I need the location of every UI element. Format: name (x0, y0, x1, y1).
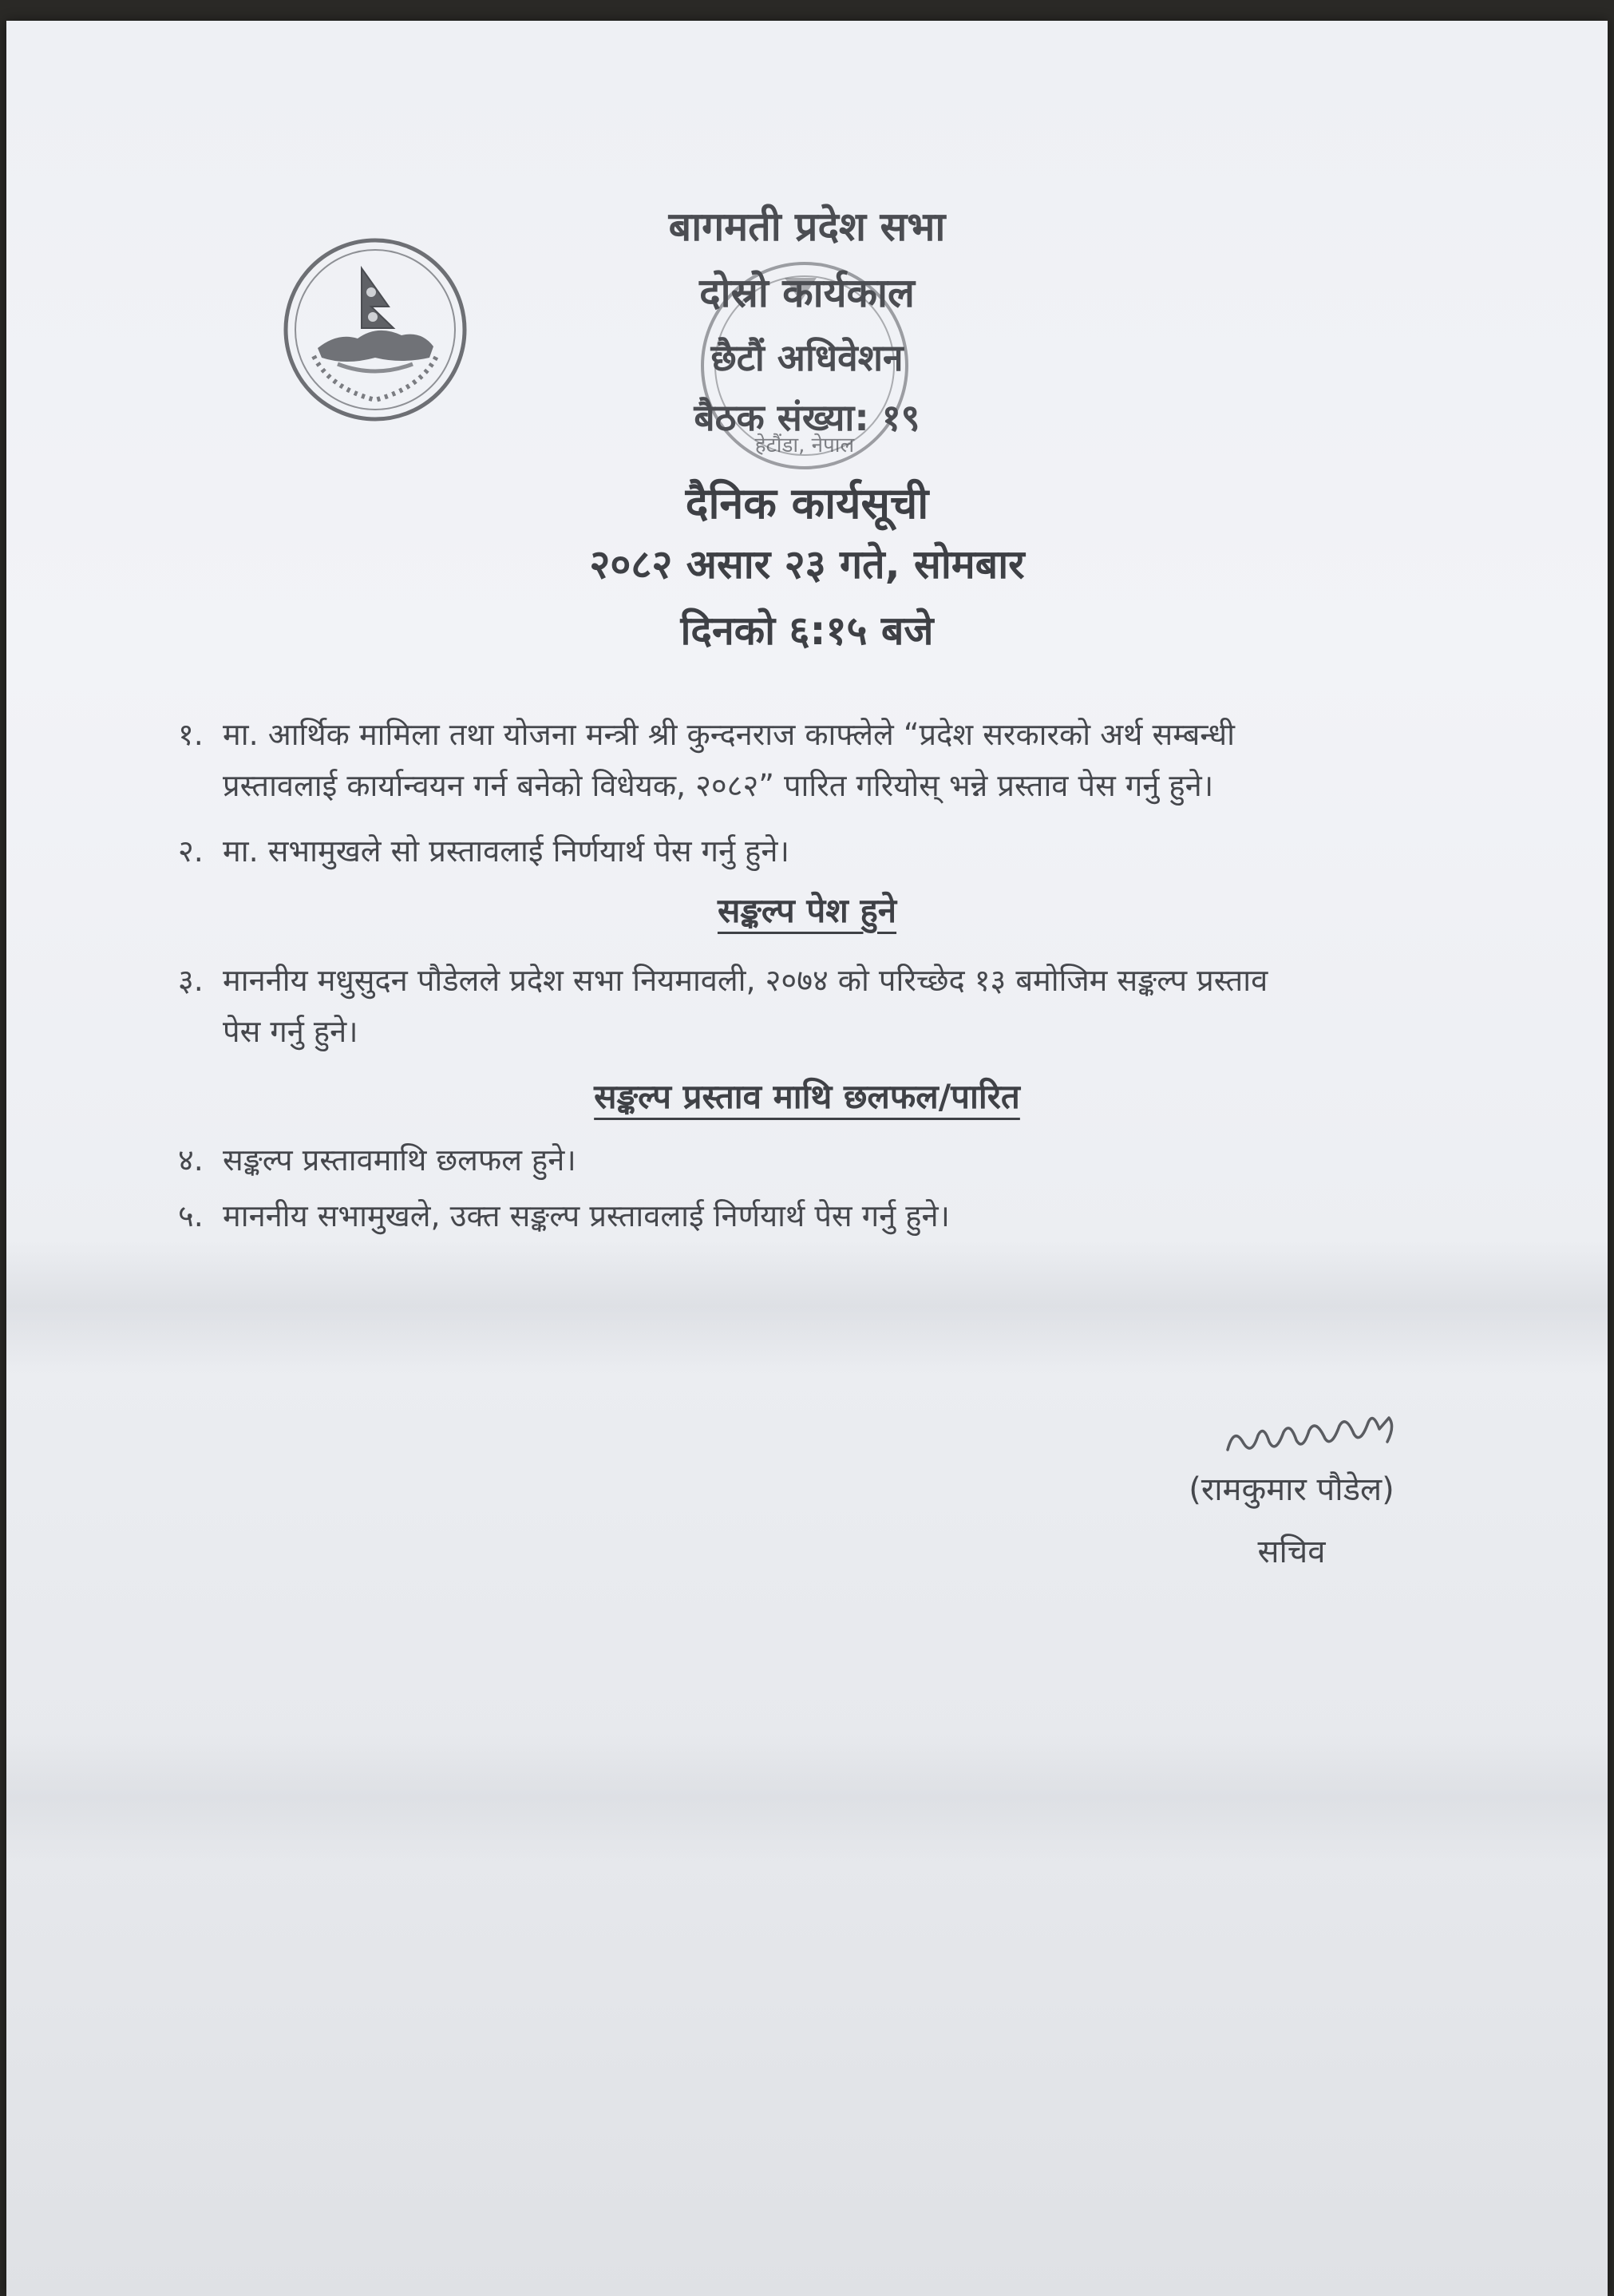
item-text: मा. सभामुखले सो प्रस्तावलाई निर्णयार्थ पेस गर्नु हुने। (223, 833, 789, 869)
signatory-name: (रामकुमार पौडेल) (1189, 1471, 1394, 1508)
agenda-item-5 (178, 1190, 950, 1241)
section-heading-text: सङ्कल्प प्रस्ताव माथि छलफल/पारित (594, 1077, 1020, 1116)
term-label: दोस्रो कार्यकाल (699, 270, 915, 316)
section-heading-resolution (6, 887, 1608, 932)
agenda-item-4 (178, 1134, 576, 1186)
item-number: ५. (178, 1198, 204, 1233)
section-heading-text: सङ्कल्प पेश हुने (717, 891, 897, 930)
item-number: ३. (178, 963, 204, 998)
session-label: छैटौं अधिवेशन (710, 336, 904, 379)
meeting-time: दिनको ६:१५ बजे (680, 608, 934, 654)
item-text-continued: प्रस्तावलाई कार्यान्वयन गर्न बनेको विधेयक, २०८२” पारित गरियोस् भन्ने प्रस्ताव पेस गर्नु हुने। (223, 768, 1214, 803)
item-text: माननीय सभामुखले, उक्त सङ्कल्प प्रस्तावलाई निर्णयार्थ पेस गर्नु हुने। (223, 1198, 950, 1233)
paper-fold (6, 1733, 1608, 1861)
signatory-title: सचिव (1257, 1534, 1326, 1570)
item-text: मा. आर्थिक मामिला तथा योजना मन्त्री श्री कुन्दनराज काफ्लेले “प्रदेश सरकारको अर्थ सम्बन्धी (223, 717, 1236, 752)
section-heading-discussion (6, 1073, 1608, 1118)
agenda-item-2 (178, 825, 789, 877)
paper-fold (6, 1238, 1608, 1374)
item-number: २. (178, 833, 204, 869)
assembly-name: बागमती प्रदेश सभा (668, 204, 946, 250)
item-number: ४. (178, 1142, 204, 1178)
item-text-continued: पेस गर्नु हुने। (223, 1014, 358, 1049)
item-number: १. (178, 717, 204, 752)
signature-icon (1220, 1394, 1403, 1466)
document-sheet (6, 21, 1608, 2296)
agenda-item-1 (178, 709, 1235, 811)
meeting-date: २०८२ असार २३ गते, सोमबार (589, 541, 1025, 588)
item-text: माननीय मधुसुदन पौडेलले प्रदेश सभा नियमावली, २०७४ को परिच्छेद १३ बमोजिम सङ्कल्प प्रस्ताव (223, 963, 1268, 998)
agenda-item-3 (178, 955, 1268, 1057)
page-title: दैनिक कार्यसूची (685, 478, 929, 528)
stamp-text: हेटौंडा, नेपाल (754, 433, 855, 457)
item-text: सङ्कल्प प्रस्तावमाथि छलफल हुने। (223, 1142, 576, 1178)
sitting-number: बैठक संख्या: १९ (694, 396, 920, 439)
